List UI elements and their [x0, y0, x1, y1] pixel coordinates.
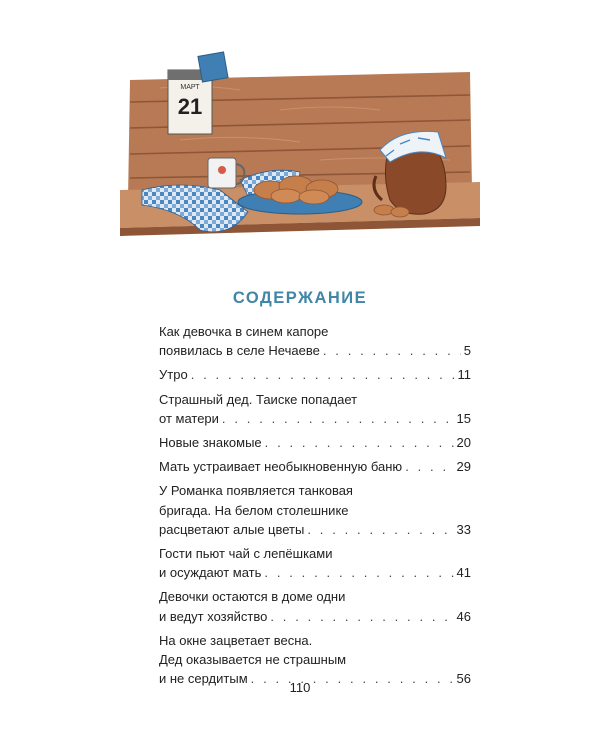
toc-entry-last-line [159, 409, 471, 428]
toc-entry-title: появилась в селе Нечаеве [159, 343, 320, 359]
toc-entry[interactable] [159, 365, 471, 384]
toc-entry-last-line [159, 563, 471, 582]
toc-entry-line [159, 481, 471, 500]
toc-entry-line [159, 631, 471, 650]
toc-entry-title: бригада. На белом столешнике [159, 502, 349, 518]
toc-page-number: 15 [456, 410, 471, 426]
page-number: 110 [289, 680, 311, 695]
dot-leader [323, 341, 461, 360]
toc-entry-last-line [159, 365, 471, 384]
table-of-contents [159, 322, 471, 693]
toc-entry[interactable] [159, 433, 471, 452]
kitchen-table-illustration [120, 40, 480, 250]
toc-entry-line [159, 390, 471, 409]
toc-entry[interactable] [159, 322, 471, 360]
toc-page-number: 5 [463, 343, 471, 359]
toc-entry-last-line [159, 520, 471, 539]
toc-entry-line [159, 587, 471, 606]
toc-entry-title: Мать устраивает необыкновенную баню [159, 459, 403, 475]
toc-page-number: 56 [456, 671, 471, 687]
toc-entry-title: Как девочка в синем капоре [159, 324, 329, 339]
toc-entry[interactable] [159, 390, 471, 428]
toc-entry-title: и осуждают мать [159, 565, 262, 581]
calendar-day: 21 [177, 94, 203, 119]
toc-entry[interactable] [159, 544, 471, 582]
toc-page-number: 29 [456, 459, 471, 475]
dot-leader [222, 409, 454, 428]
toc-entry-line [159, 650, 471, 669]
toc-page-number: 46 [456, 608, 471, 624]
toc-entry-title: На окне зацветает весна. [159, 632, 313, 648]
toc-entry-title: расцветают алые цветы [159, 521, 305, 537]
toc-entry-title: Дед оказывается не страшным [159, 652, 347, 668]
dot-leader [264, 563, 453, 582]
toc-page-number: 41 [456, 565, 471, 581]
calendar-month: МАРТ [180, 84, 200, 91]
toc-page-number: 11 [457, 367, 471, 383]
toc-entry-last-line [159, 457, 471, 476]
toc-page-number: 20 [456, 435, 471, 451]
toc-entry-title: Утро [159, 367, 188, 383]
toc-entry-title: Новые знакомые [159, 435, 262, 451]
toc-entry-line [159, 322, 471, 341]
dot-leader [265, 433, 454, 452]
toc-page-number: 33 [456, 521, 471, 537]
toc-entry-last-line [159, 341, 471, 360]
dot-leader [307, 520, 453, 539]
toc-entry[interactable] [159, 587, 471, 625]
dot-leader [191, 365, 455, 384]
toc-entry-line [159, 544, 471, 563]
toc-entry-last-line [159, 433, 471, 452]
toc-entry-title: и не сердитым [159, 671, 248, 687]
toc-entry-title: Страшный дед. Таиске попадает [159, 391, 358, 407]
toc-entry-title: У Романка появляется танковая [159, 483, 353, 499]
contents-heading: СОДЕРЖАНИЕ [232, 289, 368, 307]
toc-entry[interactable] [159, 481, 471, 539]
toc-entry-title: от матери [159, 410, 219, 426]
toc-entry-title: Девочки остаются в доме одни [159, 589, 346, 605]
dot-leader [405, 457, 453, 476]
toc-entry-title: Гости пьют чай с лепёшками [159, 546, 333, 562]
toc-entry-last-line [159, 607, 471, 626]
toc-entry-line [159, 501, 471, 520]
dot-leader [270, 607, 453, 626]
toc-entry[interactable] [159, 457, 471, 476]
toc-entry-title: и ведут хозяйство [159, 608, 268, 624]
